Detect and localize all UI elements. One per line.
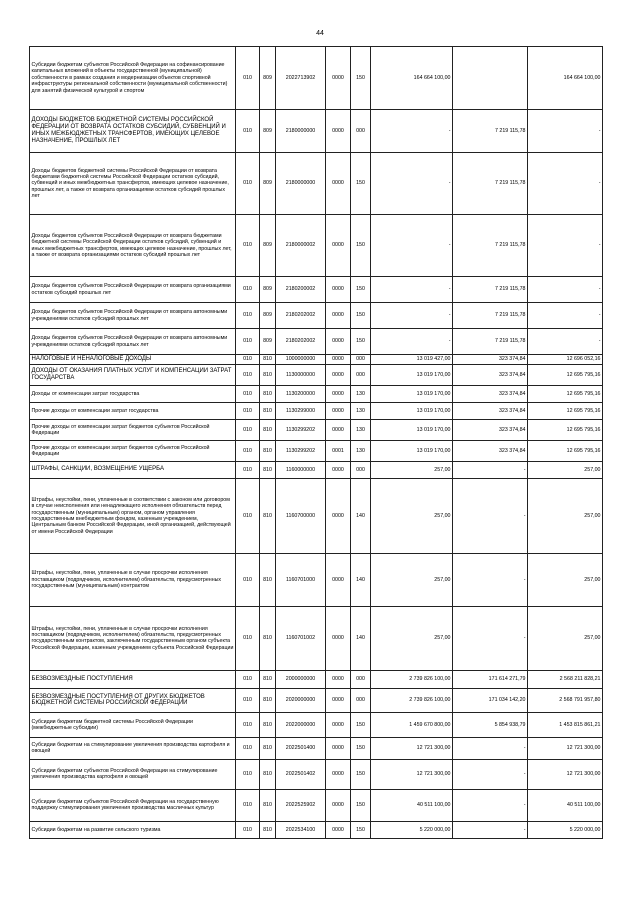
amount-cell: - [453,478,528,553]
row-name-cell: Прочие доходы от компенсации затрат бюджетов субъектов Российской Федерации [30,440,236,461]
amount-cell: 7 219 115,78 [453,110,528,153]
table-row [30,402,603,419]
table-row [30,385,603,402]
program-code-cell: 0000 [326,478,351,553]
row-name-cell: БЕЗВОЗМЕЗДНЫЕ ПОСТУПЛЕНИЯ [30,670,236,688]
row-name-cell: Доходы бюджетов бюджетной системы Российской Федерации от возврата бюджетами бюджетной системы Российской Федерации остатков субсидий, субвенций и иных межбюджетных трансфертов, имеющих целевое назначение, прошлых лет, а также от возврата организациями остатков субсидий прошлых лет [30,153,236,215]
chapter-code-cell: 809 [260,47,276,110]
amount-cell: - [371,110,453,153]
admin-code-cell: 010 [236,759,260,789]
row-name-cell: НАЛОГОВЫЕ И НЕНАЛОГОВЫЕ ДОХОДЫ [30,355,236,365]
chapter-code-cell: 810 [260,364,276,385]
row-name-cell: Субсидии бюджетам бюджетной системы Российской Федерации (межбюджетные субсидии) [30,712,236,737]
amount-cell: - [528,153,603,215]
classification-code-cell: 150 [351,759,371,789]
revenue-code-cell: 2022713902 [276,47,326,110]
chapter-code-cell: 810 [260,759,276,789]
classification-code-cell: 150 [351,329,371,355]
row-name-cell: Прочие доходы от компенсации затрат бюджетов субъектов Российской Федерации [30,419,236,440]
row-name-cell: Субсидии бюджетам субъектов Российской Федерации на стимулирование увеличения производства картофеля и овощей [30,759,236,789]
amount-cell: 257,00 [371,478,453,553]
amount-cell: 1 453 815 861,21 [528,712,603,737]
amount-cell: 5 220 000,00 [371,821,453,838]
admin-code-cell: 010 [236,712,260,737]
amount-cell: 323 374,84 [453,440,528,461]
row-name-cell: Субсидии бюджетам субъектов Российской Федерации на государственную поддержку стимулирования увеличения производства масличных культур [30,789,236,821]
amount-cell: 257,00 [528,461,603,478]
amount-cell: 257,00 [528,553,603,606]
amount-cell: 7 219 115,78 [453,277,528,303]
classification-code-cell: 140 [351,478,371,553]
table-row [30,355,603,365]
revenue-code-cell: 1000000000 [276,355,326,365]
amount-cell: - [371,277,453,303]
classification-code-cell: 130 [351,385,371,402]
table-row [30,110,603,153]
classification-code-cell: 000 [351,110,371,153]
chapter-code-cell: 809 [260,110,276,153]
chapter-code-cell: 810 [260,478,276,553]
amount-cell: - [528,215,603,277]
classification-code-cell: 150 [351,215,371,277]
amount-cell: - [453,789,528,821]
admin-code-cell: 010 [236,355,260,365]
chapter-code-cell: 810 [260,670,276,688]
row-name-cell: Субсидии бюджетам субъектов Российской Федерации на софинансирование капитальных вложений в объекты государственной (муниципальной) собственности в рамках создания и модернизации объектов спортивной инфраструктуры региональной собственности (муниципальной собственности) для занятий физической культурой и спортом [30,47,236,110]
table-row [30,47,603,110]
revenue-code-cell: 1130299202 [276,419,326,440]
program-code-cell: 0000 [326,110,351,153]
revenue-code-cell: 1130000000 [276,364,326,385]
amount-cell: 5 220 000,00 [528,821,603,838]
table-row [30,215,603,277]
table-row [30,461,603,478]
row-name-cell: Доходы бюджетов субъектов Российской Федерации от возврата автономными учреждениями остатков субсидий прошлых лет [30,303,236,329]
table-row [30,821,603,838]
revenue-code-cell: 2000000000 [276,670,326,688]
classification-code-cell: 000 [351,688,371,712]
row-name-cell: Штрафы, неустойки, пени, уплаченные в случае просрочки исполнения поставщиком (подрядчиком, исполнителем) обязательств, предусмотренных государственным контрактом, заключенным государственным органом субъекта Российской Федерации, казенным учреждением субъекта Российской Федерации [30,606,236,670]
chapter-code-cell: 810 [260,737,276,759]
chapter-code-cell: 810 [260,385,276,402]
program-code-cell: 0000 [326,385,351,402]
chapter-code-cell: 810 [260,440,276,461]
classification-code-cell: 150 [351,789,371,821]
admin-code-cell: 010 [236,303,260,329]
amount-cell: 12 695 795,16 [528,364,603,385]
program-code-cell: 0000 [326,153,351,215]
amount-cell: 40 511 100,00 [371,789,453,821]
table-row [30,553,603,606]
chapter-code-cell: 810 [260,789,276,821]
admin-code-cell: 010 [236,364,260,385]
chapter-code-cell: 809 [260,329,276,355]
row-name-cell: Доходы бюджетов субъектов Российской Федерации от возврата организациями остатков субсидий прошлых лет [30,277,236,303]
row-name-cell: Прочие доходы от компенсации затрат государства [30,402,236,419]
admin-code-cell: 010 [236,478,260,553]
classification-code-cell: 000 [351,461,371,478]
amount-cell: 12 695 795,16 [528,419,603,440]
revenue-code-cell: 1160701000 [276,553,326,606]
admin-code-cell: 010 [236,419,260,440]
program-code-cell: 0000 [326,737,351,759]
amount-cell: - [453,759,528,789]
row-name-cell: Субсидии бюджетам на стимулирование увеличения производства картофеля и овощей [30,737,236,759]
program-code-cell: 0000 [326,688,351,712]
program-code-cell: 0000 [326,670,351,688]
revenue-code-cell: 2180202002 [276,329,326,355]
classification-code-cell: 150 [351,277,371,303]
revenue-code-cell: 2180000000 [276,153,326,215]
classification-code-cell: 000 [351,364,371,385]
table-row [30,364,603,385]
amount-cell: 12 721 300,00 [528,759,603,789]
amount-cell: - [371,303,453,329]
amount-cell: 323 374,84 [453,355,528,365]
amount-cell: - [528,277,603,303]
program-code-cell: 0000 [326,329,351,355]
amount-cell: 12 721 300,00 [528,737,603,759]
amount-cell: 12 695 795,16 [528,385,603,402]
admin-code-cell: 010 [236,688,260,712]
amount-cell: 2 568 211 828,21 [528,670,603,688]
amount-cell: - [371,153,453,215]
table-row [30,329,603,355]
table-row [30,440,603,461]
program-code-cell: 0000 [326,402,351,419]
chapter-code-cell: 809 [260,153,276,215]
amount-cell: - [528,303,603,329]
admin-code-cell: 010 [236,670,260,688]
row-name-cell: БЕЗВОЗМЕЗДНЫЕ ПОСТУПЛЕНИЯ ОТ ДРУГИХ БЮДЖЕТОВ БЮДЖЕТНОЙ СИСТЕМЫ РОССИЙСКОЙ ФЕДЕРАЦИИ [30,688,236,712]
table-row [30,712,603,737]
amount-cell: 7 219 115,78 [453,153,528,215]
amount-cell: 5 854 938,79 [453,712,528,737]
row-name-cell: ДОХОДЫ БЮДЖЕТОВ БЮДЖЕТНОЙ СИСТЕМЫ РОССИЙСКОЙ ФЕДЕРАЦИИ ОТ ВОЗВРАТА ОСТАТКОВ СУБСИДИЙ, СУБВЕНЦИЙ И ИНЫХ МЕЖБЮДЖЕТНЫХ ТРАНСФЕРТОВ, ИМЕЮЩИХ ЦЕЛЕВОЕ НАЗНАЧЕНИЕ, ПРОШЛЫХ ЛЕТ [30,110,236,153]
amount-cell: - [528,329,603,355]
revenue-code-cell: 1160701002 [276,606,326,670]
revenue-code-cell: 2180000002 [276,215,326,277]
admin-code-cell: 010 [236,47,260,110]
revenue-code-cell: 2022525902 [276,789,326,821]
program-code-cell: 0000 [326,606,351,670]
program-code-cell: 0000 [326,277,351,303]
revenue-code-cell: 1130200000 [276,385,326,402]
program-code-cell: 0000 [326,712,351,737]
revenue-code-cell: 1160700000 [276,478,326,553]
revenue-code-cell: 2180000000 [276,110,326,153]
amount-cell: - [453,553,528,606]
program-code-cell: 0000 [326,303,351,329]
classification-code-cell: 140 [351,553,371,606]
row-name-cell: Штрафы, неустойки, пени, уплаченные в соответствии с законом или договором в случае неисполнения или ненадлежащего исполнения обязательств перед государственным (муниципальным) органом, органом управления государственным внебюджетным фондом, казенным учреждением, Центральным банком Российской Федерации, иной организацией, действующей от имени Российской Федерации [30,478,236,553]
amount-cell: 257,00 [371,606,453,670]
amount-cell: - [453,461,528,478]
program-code-cell: 0000 [326,419,351,440]
chapter-code-cell: 810 [260,355,276,365]
classification-code-cell: 150 [351,737,371,759]
table-row [30,688,603,712]
table-row [30,478,603,553]
program-code-cell: 0000 [326,821,351,838]
amount-cell: - [371,329,453,355]
amount-cell: 323 374,84 [453,419,528,440]
classification-code-cell: 140 [351,606,371,670]
revenue-code-cell: 1130299202 [276,440,326,461]
classification-code-cell: 000 [351,355,371,365]
classification-code-cell: 150 [351,47,371,110]
chapter-code-cell: 810 [260,606,276,670]
revenue-code-cell: 2020000000 [276,688,326,712]
admin-code-cell: 010 [236,606,260,670]
chapter-code-cell: 809 [260,303,276,329]
revenue-code-cell: 2022501400 [276,737,326,759]
amount-cell: - [528,110,603,153]
classification-code-cell: 150 [351,712,371,737]
classification-code-cell: 130 [351,440,371,461]
program-code-cell: 0000 [326,364,351,385]
amount-cell: 171 034 142,20 [453,688,528,712]
amount-cell: 257,00 [528,606,603,670]
classification-code-cell: 150 [351,303,371,329]
chapter-code-cell: 810 [260,461,276,478]
revenue-code-cell: 1160000000 [276,461,326,478]
amount-cell: 13 019 427,00 [371,355,453,365]
amount-cell: 7 219 115,78 [453,329,528,355]
amount-cell: 13 019 170,00 [371,440,453,461]
table-row [30,789,603,821]
amount-cell: 12 695 795,16 [528,440,603,461]
chapter-code-cell: 810 [260,688,276,712]
chapter-code-cell: 810 [260,712,276,737]
amount-cell: 7 219 115,78 [453,303,528,329]
amount-cell: 2 568 791 957,80 [528,688,603,712]
page-number: 44 [316,30,324,37]
table-row [30,419,603,440]
table-row [30,670,603,688]
revenue-code-cell: 2180200002 [276,277,326,303]
amount-cell: 13 019 170,00 [371,402,453,419]
amount-cell: 257,00 [528,478,603,553]
amount-cell: 13 019 170,00 [371,364,453,385]
amount-cell: - [453,821,528,838]
amount-cell: 257,00 [371,461,453,478]
chapter-code-cell: 810 [260,402,276,419]
admin-code-cell: 010 [236,461,260,478]
amount-cell: 257,00 [371,553,453,606]
revenue-code-cell: 2022000000 [276,712,326,737]
admin-code-cell: 010 [236,329,260,355]
classification-code-cell: 000 [351,670,371,688]
amount-cell: 323 374,84 [453,364,528,385]
table-row [30,303,603,329]
admin-code-cell: 010 [236,553,260,606]
admin-code-cell: 010 [236,402,260,419]
amount-cell: 2 739 826 100,00 [371,688,453,712]
row-name-cell: Субсидии бюджетам на развитие сельского туризма [30,821,236,838]
table-row [30,153,603,215]
amount-cell: 12 721 300,00 [371,737,453,759]
amount-cell: - [453,737,528,759]
chapter-code-cell: 810 [260,419,276,440]
revenue-code-cell: 1130299000 [276,402,326,419]
classification-code-cell: 150 [351,821,371,838]
amount-cell: 2 739 826 100,00 [371,670,453,688]
amount-cell: 164 664 100,00 [528,47,603,110]
budget-revenue-table [29,46,603,839]
table-row [30,277,603,303]
classification-code-cell: 130 [351,419,371,440]
row-name-cell: ШТРАФЫ, САНКЦИИ, ВОЗМЕЩЕНИЕ УЩЕРБА [30,461,236,478]
amount-cell: 12 721 300,00 [371,759,453,789]
amount-cell: 323 374,84 [453,385,528,402]
revenue-code-cell: 2022534100 [276,821,326,838]
amount-cell: - [371,215,453,277]
classification-code-cell: 130 [351,402,371,419]
program-code-cell: 0000 [326,461,351,478]
admin-code-cell: 010 [236,821,260,838]
admin-code-cell: 010 [236,153,260,215]
chapter-code-cell: 809 [260,277,276,303]
amount-cell: 13 019 170,00 [371,385,453,402]
admin-code-cell: 010 [236,440,260,461]
amount-cell [453,47,528,110]
amount-cell: 164 664 100,00 [371,47,453,110]
table-row [30,606,603,670]
admin-code-cell: 010 [236,737,260,759]
amount-cell: 171 614 271,79 [453,670,528,688]
program-code-cell: 0000 [326,47,351,110]
chapter-code-cell: 809 [260,215,276,277]
admin-code-cell: 010 [236,789,260,821]
revenue-code-cell: 2180202002 [276,303,326,329]
amount-cell: 7 219 115,78 [453,215,528,277]
table-row [30,759,603,789]
program-code-cell: 0000 [326,215,351,277]
chapter-code-cell: 810 [260,553,276,606]
amount-cell: 12 696 052,16 [528,355,603,365]
amount-cell: 12 695 795,16 [528,402,603,419]
amount-cell: 40 511 100,00 [528,789,603,821]
admin-code-cell: 010 [236,385,260,402]
amount-cell: 323 374,84 [453,402,528,419]
program-code-cell: 0001 [326,440,351,461]
admin-code-cell: 010 [236,215,260,277]
revenue-code-cell: 2022501402 [276,759,326,789]
program-code-cell: 0000 [326,553,351,606]
program-code-cell: 0000 [326,759,351,789]
program-code-cell: 0000 [326,355,351,365]
chapter-code-cell: 810 [260,821,276,838]
admin-code-cell: 010 [236,277,260,303]
amount-cell: 13 019 170,00 [371,419,453,440]
table-row [30,737,603,759]
row-name-cell: Доходы от компенсации затрат государства [30,385,236,402]
amount-cell: 1 459 670 800,00 [371,712,453,737]
row-name-cell: Доходы бюджетов субъектов Российской Федерации от возврата бюджетами бюджетной системы Российской Федерации остатков субсидий, субвенций и иных межбюджетных трансфертов, имеющих целевое назначение, прошлых лет, а также от возврата организациями остатков субсидий прошлых лет [30,215,236,277]
row-name-cell: Штрафы, неустойки, пени, уплаченные в случае просрочки исполнения поставщиком (подрядчиком, исполнителем) обязательств, предусмотренных государственным (муниципальным) контрактом [30,553,236,606]
amount-cell: - [453,606,528,670]
row-name-cell: ДОХОДЫ ОТ ОКАЗАНИЯ ПЛАТНЫХ УСЛУГ И КОМПЕНСАЦИИ ЗАТРАТ ГОСУДАРСТВА [30,364,236,385]
row-name-cell: Доходы бюджетов субъектов Российской Федерации от возврата автономными учреждениями остатков субсидий прошлых лет [30,329,236,355]
admin-code-cell: 010 [236,110,260,153]
classification-code-cell: 150 [351,153,371,215]
program-code-cell: 0000 [326,789,351,821]
